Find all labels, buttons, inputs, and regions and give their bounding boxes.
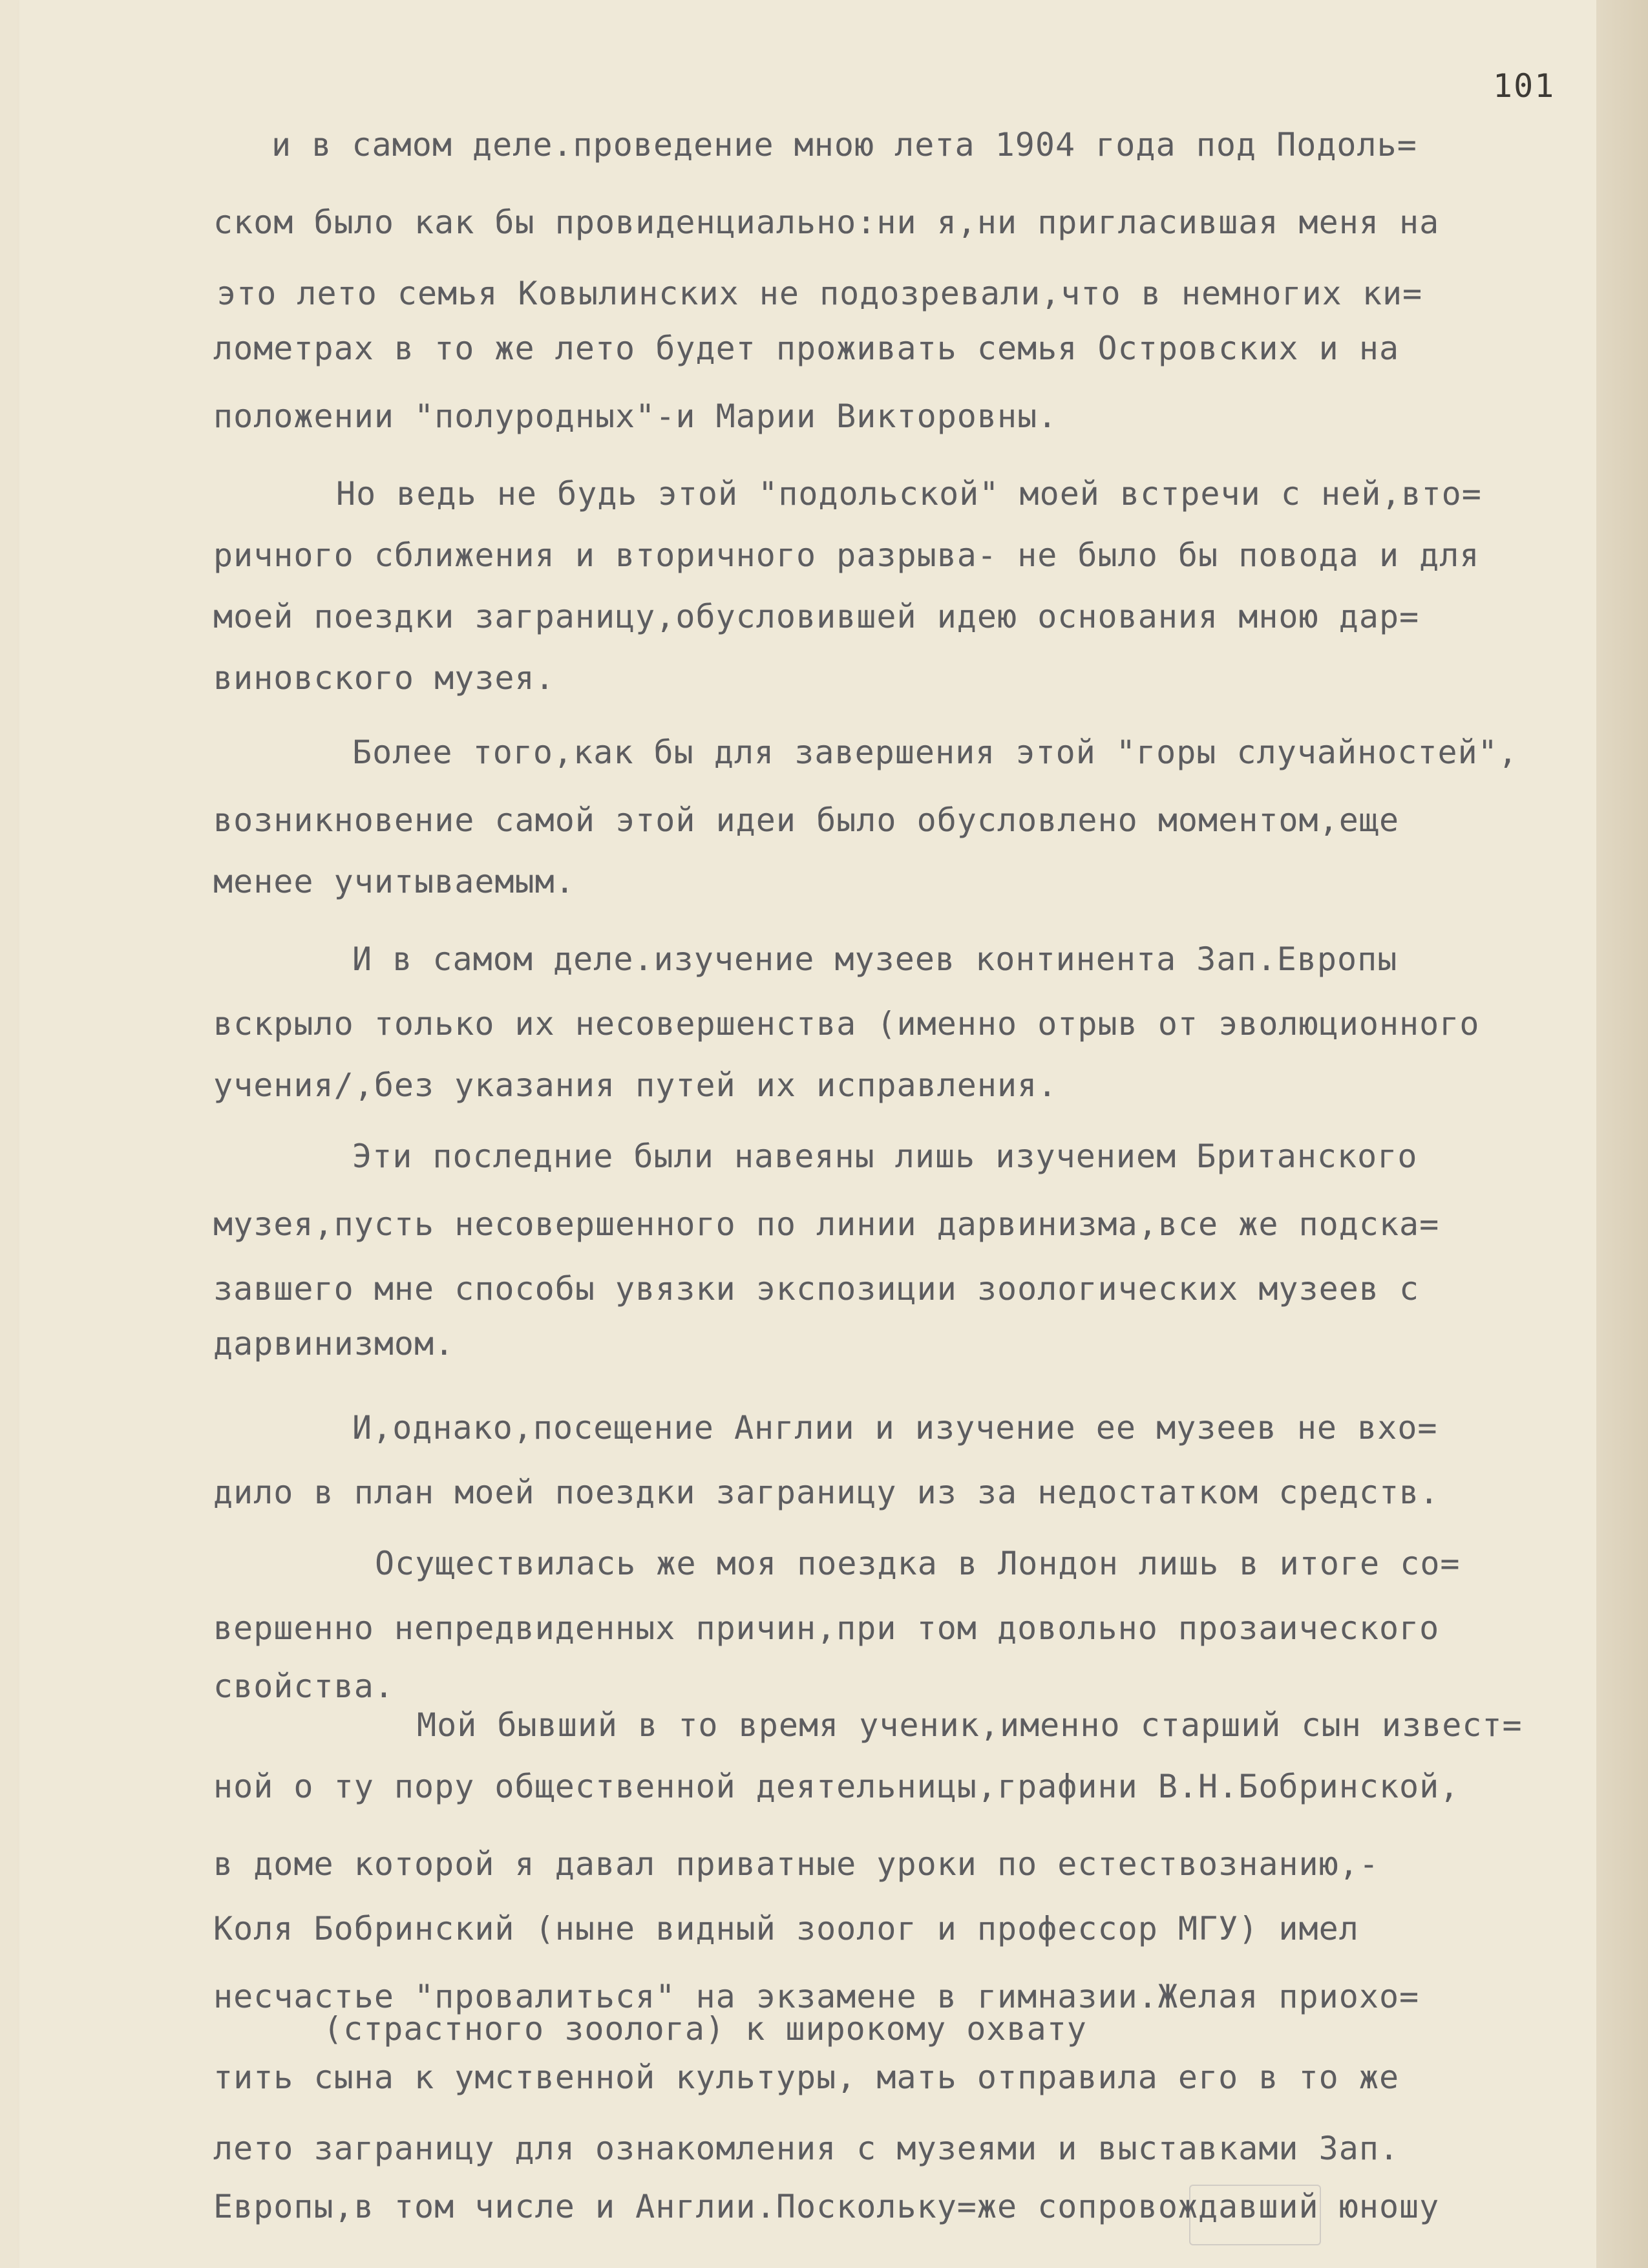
- text-line: И в самом деле.изучение музеев континента Зап.Европы: [352, 940, 1398, 978]
- text-line: ной о ту пору общественной деятельницы,графини В.Н.Бобринской,: [213, 1768, 1460, 1805]
- text-line: и в самом деле.проведение мною лета 1904 года под Подоль=: [271, 126, 1417, 164]
- text-line: дило в план моей поездки заграницу из за недостатком средств.: [213, 1474, 1440, 1511]
- text-line: завшего мне способы увязки экспозиции зоологических музеев с: [213, 1270, 1420, 1308]
- text-line: лометрах в то же лето будет проживать семья Островских и на: [213, 330, 1400, 367]
- text-line: моей поездки заграницу,обусловившей идею основания мною дар=: [213, 598, 1420, 635]
- text-line: Коля Бобринский (ныне видный зоолог и профессор МГУ) имел: [213, 1910, 1359, 1947]
- text-line: несчастье "провалиться" на экзамене в гимназии.Желая приохо=: [213, 1978, 1420, 2015]
- text-line: учения/,без указания путей их исправления.: [213, 1066, 1058, 1104]
- text-line: виновского музея.: [213, 659, 555, 697]
- text-line: менее учитываемым.: [213, 863, 575, 900]
- text-line: в доме которой я давал приватные уроки по естествознанию,-: [213, 1845, 1379, 1883]
- text-line: Эти последние были навеяны лишь изучением Британского: [352, 1138, 1418, 1175]
- text-line: И,однако,посещение Англии и изучение ее музеев не вхо=: [352, 1409, 1438, 1447]
- text-line: лето заграницу для ознакомления с музеями и выставками Зап.: [213, 2130, 1400, 2167]
- text-line: Осуществилась же моя поездка в Лондон лишь в итоге со=: [375, 1545, 1461, 1582]
- text-line: музея,пусть несовершенного по линии дарвинизма,все же подска=: [213, 1205, 1440, 1243]
- text-line: Более того,как бы для завершения этой "горы случайностей",: [352, 734, 1518, 771]
- text-line: положении "полуродных"-и Марии Викторовны.: [213, 397, 1058, 435]
- text-line: ском было как бы провиденциально:ни я,ни пригласившая меня на: [213, 204, 1440, 241]
- text-line: свойства.: [213, 1668, 394, 1705]
- text-line: Но ведь не будь этой "подольской" моей встречи с ней,вто=: [336, 475, 1482, 513]
- text-line: возникновение самой этой идеи было обусловлено моментом,еще: [213, 801, 1400, 839]
- text-line: вскрыло только их несовершенства (именно отрыв от эволюционного: [213, 1005, 1480, 1043]
- text-line: Мой бывший в то время ученик,именно старший сын извест=: [417, 1706, 1523, 1744]
- text-line: Европы,в том числе и Англии.Поскольку=же сопровождавший юношу: [213, 2188, 1440, 2225]
- interlinear-insertion: (страстного зоолога) к широкому охвату: [323, 2010, 1087, 2048]
- page-number: 101: [1493, 67, 1556, 105]
- text-line: вершенно непредвиденных причин,при том довольно прозаического: [213, 1609, 1440, 1647]
- text-line: это лето семья Ковылинских не подозревали,что в немногих ки=: [217, 275, 1423, 312]
- faint-stamp: [1189, 2185, 1321, 2245]
- text-line: дарвинизмом.: [213, 1325, 455, 1362]
- text-line: тить сына к умственной культуры, мать отправила его в то же: [213, 2059, 1400, 2096]
- text-line: ричного сближения и вторичного разрыва- не было бы повода и для: [213, 536, 1480, 574]
